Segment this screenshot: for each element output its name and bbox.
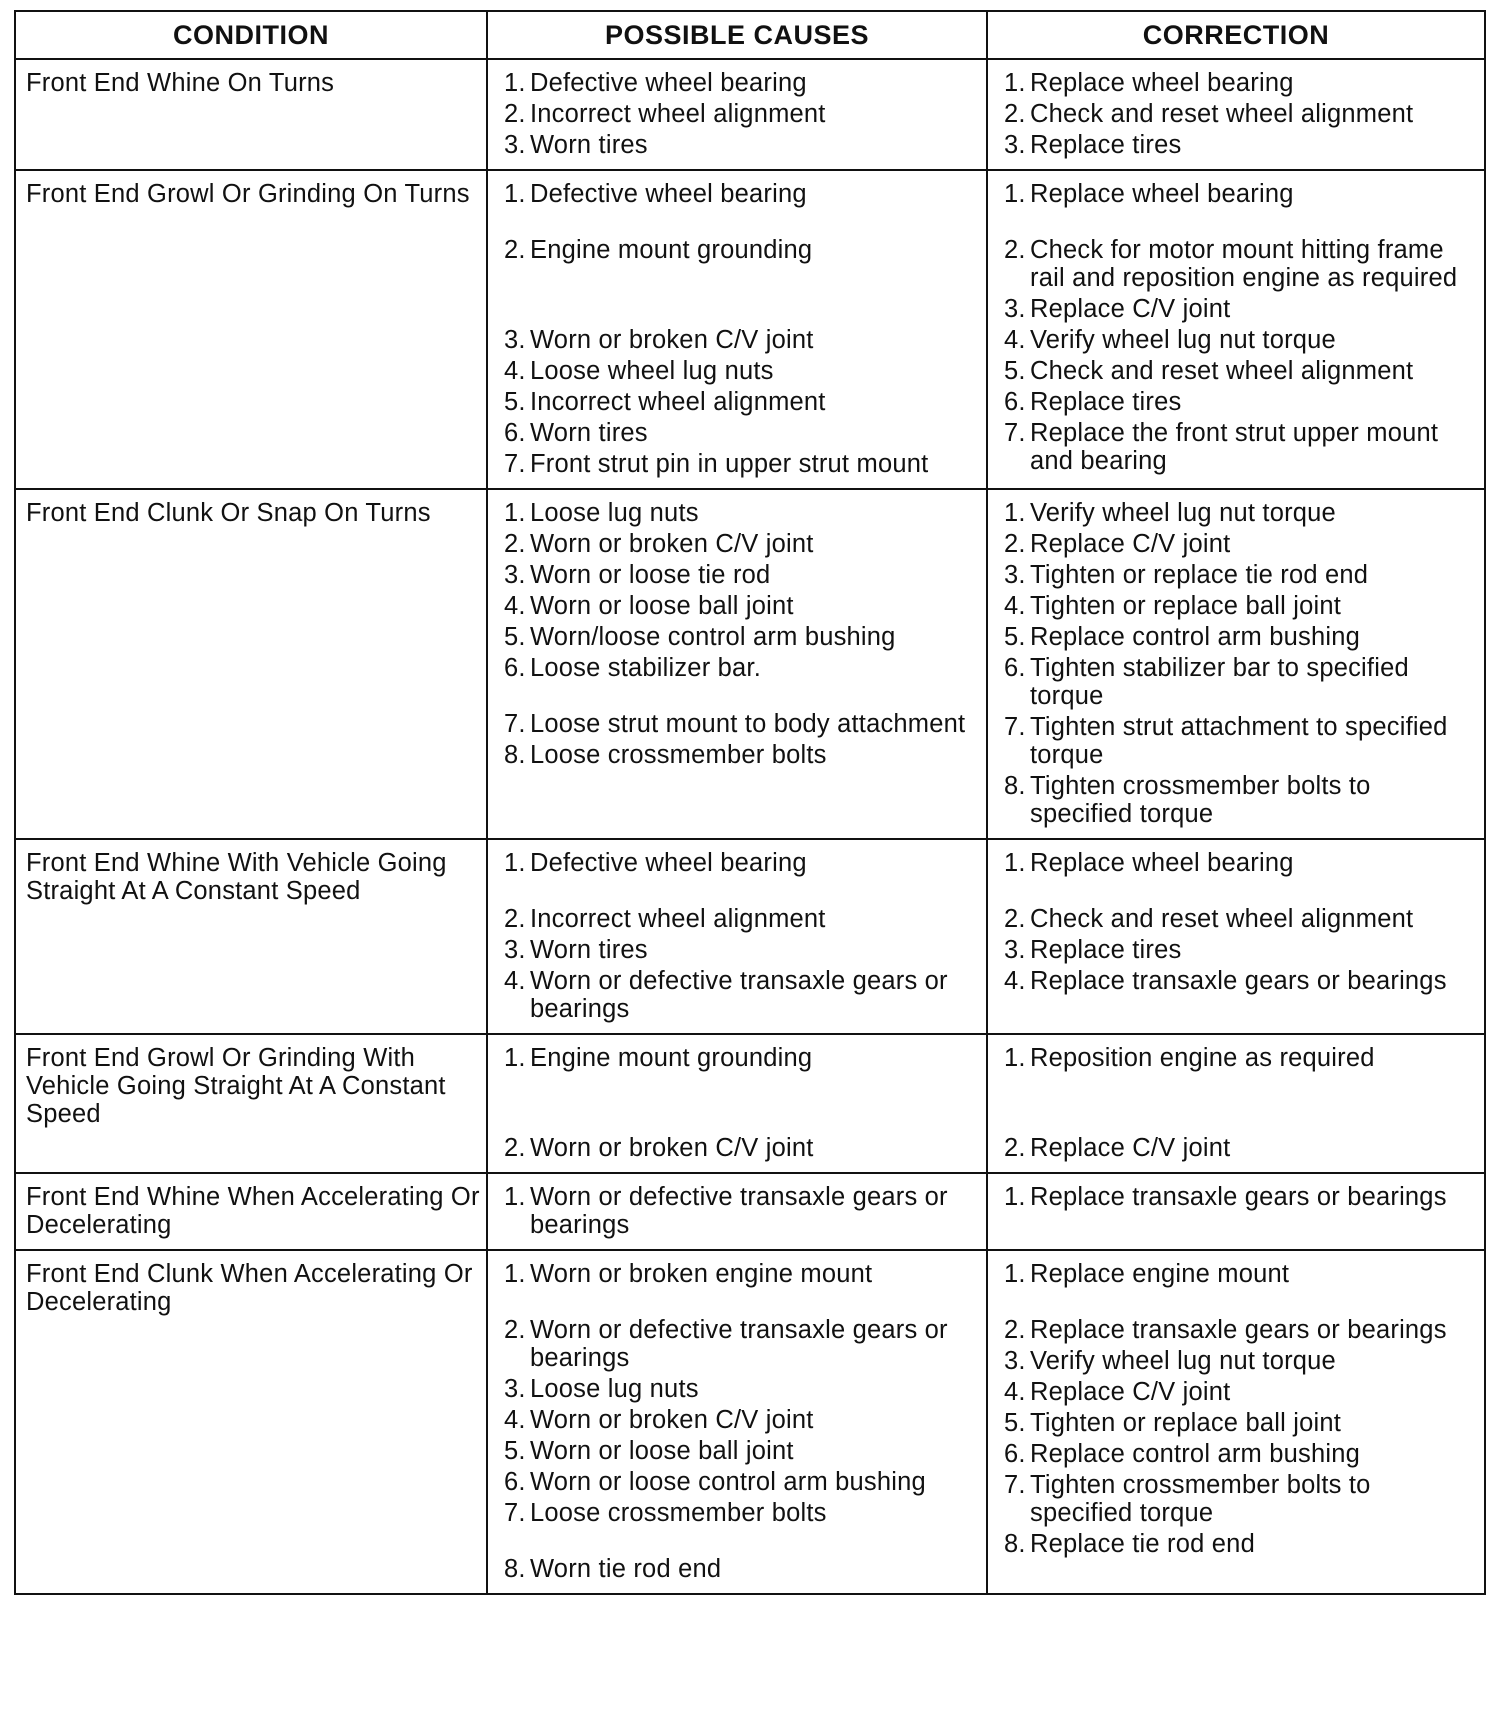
correction-item: 5. Replace control arm bushing bbox=[1004, 623, 1360, 651]
correction-item: 6. Replace control arm bushing bbox=[1004, 1440, 1360, 1468]
correction-item: 1. Replace wheel bearing bbox=[1004, 180, 1294, 208]
causes-cell bbox=[487, 170, 987, 489]
correction-item: 7. Replace the front strut upper mount and bearing bbox=[1004, 419, 1439, 475]
cause-item: 2. Engine mount grounding bbox=[504, 236, 813, 264]
diagnosis-table bbox=[14, 10, 1486, 1595]
correction-item: 2. Check and reset wheel alignment bbox=[1004, 905, 1414, 933]
table-row bbox=[15, 839, 1485, 1034]
correction-item: 2. Check and reset wheel alignment bbox=[1004, 100, 1414, 128]
diagnosis-page bbox=[14, 10, 1484, 1595]
cause-item: 3. Worn or broken C/V joint bbox=[504, 326, 814, 354]
cause-item: 4. Worn or defective transaxle gears or bearings bbox=[504, 967, 948, 1023]
cause-item: 3. Loose lug nuts bbox=[504, 1375, 699, 1403]
correction-item: 7. Tighten strut attachment to specified torque bbox=[1004, 713, 1448, 769]
correction-item: 1. Replace transaxle gears or bearings bbox=[1004, 1183, 1447, 1211]
condition-cell: Front End Clunk When Accelerating Or Decelerating bbox=[15, 1250, 487, 1594]
correction-item: 3. Replace C/V joint bbox=[1004, 295, 1231, 323]
correction-item: 4. Verify wheel lug nut torque bbox=[1004, 326, 1336, 354]
cause-item: 8. Worn tie rod end bbox=[504, 1555, 722, 1583]
table-header-row bbox=[15, 11, 1485, 59]
correction-item: 1. Replace wheel bearing bbox=[1004, 849, 1294, 877]
correction-item: 2. Replace C/V joint bbox=[1004, 1134, 1231, 1162]
correction-item: 1. Verify wheel lug nut torque bbox=[1004, 499, 1336, 527]
correction-item: 3. Replace tires bbox=[1004, 131, 1182, 159]
cause-item: 1. Defective wheel bearing bbox=[504, 849, 807, 877]
corrections-cell bbox=[987, 59, 1485, 170]
condition-cell: Front End Whine On Turns bbox=[15, 59, 487, 170]
table-row bbox=[15, 1034, 1485, 1173]
correction-item: 1. Reposition engine as required bbox=[1004, 1044, 1375, 1072]
cause-item: 2. Worn or defective transaxle gears or bearings bbox=[504, 1316, 948, 1372]
correction-item: 6. Replace tires bbox=[1004, 388, 1182, 416]
cause-item: 3. Worn tires bbox=[504, 131, 648, 159]
corrections-cell bbox=[987, 1250, 1485, 1594]
corrections-cell bbox=[987, 839, 1485, 1034]
cause-item: 1. Loose lug nuts bbox=[504, 499, 699, 527]
correction-item: 5. Check and reset wheel alignment bbox=[1004, 357, 1414, 385]
cause-item: 6. Worn tires bbox=[504, 419, 648, 447]
correction-item: 4. Tighten or replace ball joint bbox=[1004, 592, 1342, 620]
correction-item: 1. Replace wheel bearing bbox=[1004, 69, 1294, 97]
correction-item: 8. Replace tie rod end bbox=[1004, 1530, 1255, 1558]
corrections-cell bbox=[987, 170, 1485, 489]
causes-cell bbox=[487, 489, 987, 839]
cause-item: 4. Worn or loose ball joint bbox=[504, 592, 794, 620]
cause-item: 7. Front strut pin in upper strut mount bbox=[504, 450, 929, 478]
correction-item: 5. Tighten or replace ball joint bbox=[1004, 1409, 1342, 1437]
table-row bbox=[15, 1250, 1485, 1594]
correction-item: 2. Replace C/V joint bbox=[1004, 530, 1231, 558]
condition-cell: Front End Whine When Accelerating Or Decelerating bbox=[15, 1173, 487, 1250]
correction-item: 2. Replace transaxle gears or bearings bbox=[1004, 1316, 1447, 1344]
cause-item: 6. Worn or loose control arm bushing bbox=[504, 1468, 926, 1496]
corrections-cell bbox=[987, 489, 1485, 839]
correction-item: 3. Replace tires bbox=[1004, 936, 1182, 964]
cause-item: 5. Incorrect wheel alignment bbox=[504, 388, 826, 416]
causes-cell bbox=[487, 59, 987, 170]
cause-item: 2. Worn or broken C/V joint bbox=[504, 1134, 814, 1162]
table-row bbox=[15, 489, 1485, 839]
correction-item: 6. Tighten stabilizer bar to specified torque bbox=[1004, 654, 1409, 710]
cause-item: 2. Worn or broken C/V joint bbox=[504, 530, 814, 558]
corrections-cell bbox=[987, 1173, 1485, 1250]
correction-item: 3. Tighten or replace tie rod end bbox=[1004, 561, 1369, 589]
cause-item: 1. Engine mount grounding bbox=[504, 1044, 813, 1072]
cause-item: 1. Defective wheel bearing bbox=[504, 180, 807, 208]
cause-item: 7. Loose strut mount to body attachment bbox=[504, 710, 966, 738]
condition-cell: Front End Growl Or Grinding On Turns bbox=[15, 170, 487, 489]
corrections-cell bbox=[987, 1034, 1485, 1173]
correction-item: 4. Replace C/V joint bbox=[1004, 1378, 1231, 1406]
causes-cell bbox=[487, 1173, 987, 1250]
cause-item: 5. Worn or loose ball joint bbox=[504, 1437, 794, 1465]
causes-cell bbox=[487, 839, 987, 1034]
condition-header: CONDITION bbox=[15, 11, 487, 59]
cause-item: 3. Worn or loose tie rod bbox=[504, 561, 771, 589]
cause-item: 1. Defective wheel bearing bbox=[504, 69, 807, 97]
correction-item: 7. Tighten crossmember bolts to specified torque bbox=[1004, 1471, 1371, 1527]
correction-item: 3. Verify wheel lug nut torque bbox=[1004, 1347, 1336, 1375]
table-row bbox=[15, 59, 1485, 170]
cause-item: 4. Worn or broken C/V joint bbox=[504, 1406, 814, 1434]
table-row bbox=[15, 1173, 1485, 1250]
cause-item: 5. Worn/loose control arm bushing bbox=[504, 623, 896, 651]
cause-item: 1. Worn or defective transaxle gears or bearings bbox=[504, 1183, 948, 1239]
condition-cell: Front End Growl Or Grinding With Vehicle Going Straight At A Constant Speed bbox=[15, 1034, 487, 1173]
cause-item: 3. Worn tires bbox=[504, 936, 648, 964]
condition-cell: Front End Whine With Vehicle Going Straight At A Constant Speed bbox=[15, 839, 487, 1034]
causes-cell bbox=[487, 1034, 987, 1173]
table-row bbox=[15, 170, 1485, 489]
possible-causes-header: POSSIBLE CAUSES bbox=[487, 11, 987, 59]
cause-item: 4. Loose wheel lug nuts bbox=[504, 357, 774, 385]
correction-item: 2. Check for motor mount hitting frame rail and reposition engine as required bbox=[1004, 236, 1458, 292]
causes-cell bbox=[487, 1250, 987, 1594]
cause-item: 8. Loose crossmember bolts bbox=[504, 741, 827, 769]
correction-header: CORRECTION bbox=[987, 11, 1485, 59]
correction-item: 1. Replace engine mount bbox=[1004, 1260, 1290, 1288]
correction-item: 8. Tighten crossmember bolts to specified torque bbox=[1004, 772, 1371, 828]
cause-item: 2. Incorrect wheel alignment bbox=[504, 100, 826, 128]
cause-item: 7. Loose crossmember bolts bbox=[504, 1499, 827, 1527]
correction-item: 4. Replace transaxle gears or bearings bbox=[1004, 967, 1447, 995]
cause-item: 2. Incorrect wheel alignment bbox=[504, 905, 826, 933]
cause-item: 6. Loose stabilizer bar. bbox=[504, 654, 761, 682]
cause-item: 1. Worn or broken engine mount bbox=[504, 1260, 873, 1288]
condition-cell: Front End Clunk Or Snap On Turns bbox=[15, 489, 487, 839]
